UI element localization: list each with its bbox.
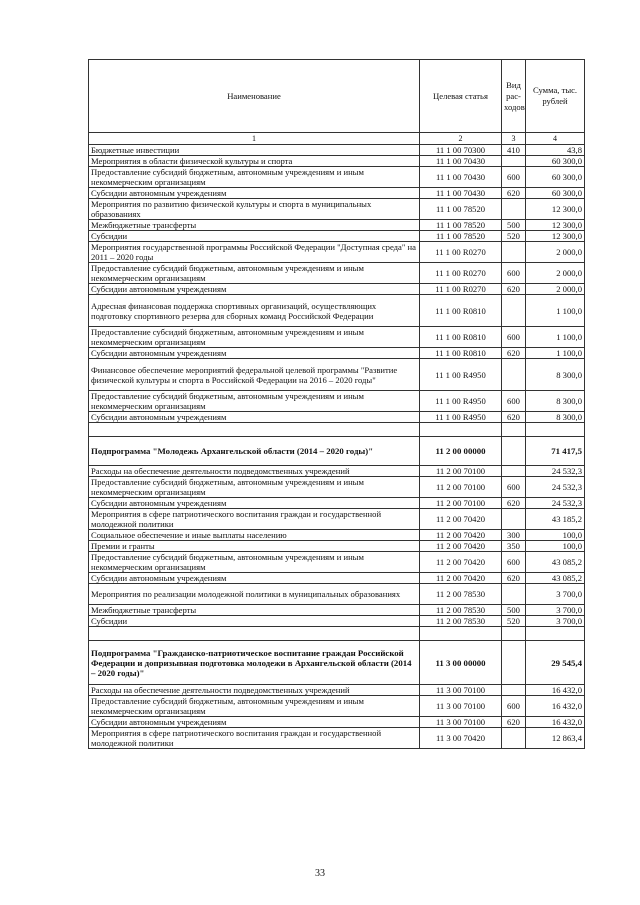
- table-row: [89, 573, 585, 584]
- row-name-cell: Премии и гранты: [89, 541, 420, 552]
- row-name-cell: Предоставление субсидий бюджетным, автономным учреждениям и иным некоммерческим организациям: [89, 696, 420, 717]
- row-sum-cell: 16 432,0: [526, 685, 585, 696]
- row-sum-cell: 16 432,0: [526, 696, 585, 717]
- table-row: [89, 696, 585, 717]
- table-row: [89, 584, 585, 605]
- row-code-cell: 11 1 00 R0810: [420, 327, 502, 348]
- table-row: [89, 391, 585, 412]
- subprogram-row: [89, 437, 585, 466]
- row-code-cell: 11 1 00 70430: [420, 167, 502, 188]
- row-type-cell: 350: [502, 541, 526, 552]
- row-sum-cell: 8 300,0: [526, 412, 585, 423]
- row-type-cell: [502, 242, 526, 263]
- table-row: [89, 466, 585, 477]
- row-name-cell: Субсидии автономным учреждениям: [89, 498, 420, 509]
- table-row: [89, 477, 585, 498]
- row-sum-cell: 43 085,2: [526, 573, 585, 584]
- table-row: [89, 717, 585, 728]
- row-code-cell: 11 1 00 R4950: [420, 412, 502, 423]
- row-name-cell: Подпрограмма "Гражданско-патриотическое воспитание граждан Российской Федерации и допризывная подготовка молодежи в Архангельской области (2014 – 2020 годы)": [89, 641, 420, 685]
- row-name-cell: Расходы на обеспечение деятельности подведомственных учреждений: [89, 685, 420, 696]
- table-row: [89, 605, 585, 616]
- table-row: [89, 685, 585, 696]
- row-code-cell: 11 2 00 78530: [420, 605, 502, 616]
- row-name-cell: Мероприятия в сфере патриотического воспитания граждан и государственной молодежной политики: [89, 509, 420, 530]
- row-name-cell: Предоставление субсидий бюджетным, автономным учреждениям и иным некоммерческим организациям: [89, 167, 420, 188]
- row-code-cell: 11 1 00 R0810: [420, 295, 502, 327]
- row-code-cell: 11 2 00 70420: [420, 509, 502, 530]
- row-sum-cell: 24 532,3: [526, 477, 585, 498]
- row-type-cell: [502, 199, 526, 220]
- row-sum-cell: 12 863,4: [526, 728, 585, 749]
- row-name-cell: Субсидии автономным учреждениям: [89, 348, 420, 359]
- row-code-cell: 11 1 00 70430: [420, 156, 502, 167]
- subprogram-row: [89, 641, 585, 685]
- row-sum-cell: 3 700,0: [526, 616, 585, 627]
- row-sum-cell: 100,0: [526, 541, 585, 552]
- table-row: [89, 199, 585, 220]
- row-sum-cell: 8 300,0: [526, 391, 585, 412]
- table-body: [89, 145, 585, 749]
- row-sum-cell: 12 300,0: [526, 220, 585, 231]
- row-type-cell: 520: [502, 231, 526, 242]
- row-sum-cell: 12 300,0: [526, 231, 585, 242]
- row-sum-cell: 24 532,3: [526, 498, 585, 509]
- header-row: [89, 60, 585, 133]
- row-code-cell: 11 2 00 70100: [420, 498, 502, 509]
- row-code-cell: 11 2 00 78530: [420, 616, 502, 627]
- row-name-cell: Подпрограмма "Молодежь Архангельской области (2014 – 2020 годы)": [89, 437, 420, 466]
- row-code-cell: 11 3 00 70100: [420, 685, 502, 696]
- index-cell: 1: [89, 133, 420, 145]
- row-name-cell: Субсидии: [89, 231, 420, 242]
- row-code-cell: 11 1 00 78520: [420, 199, 502, 220]
- row-name-cell: Предоставление субсидий бюджетным, автономным учреждениям и иным некоммерческим организациям: [89, 552, 420, 573]
- row-type-cell: 410: [502, 145, 526, 156]
- row-type-cell: 500: [502, 220, 526, 231]
- table-row: [89, 284, 585, 295]
- table-row: [89, 728, 585, 749]
- row-type-cell: [502, 295, 526, 327]
- row-name-cell: Межбюджетные трансферты: [89, 220, 420, 231]
- spacer-row: [89, 423, 585, 437]
- table-row: [89, 412, 585, 423]
- index-cell: 3: [502, 133, 526, 145]
- row-name-cell: Адресная финансовая поддержка спортивных организаций, осуществляющих подготовку спортивного резерва для сборных команд Российской Федерации: [89, 295, 420, 327]
- table-row: [89, 220, 585, 231]
- row-name-cell: Предоставление субсидий бюджетным, автономным учреждениям и иным некоммерческим организациям: [89, 391, 420, 412]
- row-type-cell: [502, 509, 526, 530]
- row-type-cell: 620: [502, 348, 526, 359]
- row-code-cell: 11 2 00 70100: [420, 466, 502, 477]
- row-code-cell: 11 1 00 78520: [420, 231, 502, 242]
- budget-table: [88, 59, 585, 749]
- row-code-cell: 11 1 00 78520: [420, 220, 502, 231]
- row-type-cell: [502, 156, 526, 167]
- row-name-cell: Мероприятия по реализации молодежной политики в муниципальных образованиях: [89, 584, 420, 605]
- table-row: [89, 616, 585, 627]
- row-name-cell: Субсидии автономным учреждениям: [89, 412, 420, 423]
- row-type-cell: 600: [502, 696, 526, 717]
- row-type-cell: [502, 728, 526, 749]
- table-row: [89, 167, 585, 188]
- document-page: [88, 59, 584, 749]
- row-sum-cell: 43 185,2: [526, 509, 585, 530]
- row-type-cell: 600: [502, 327, 526, 348]
- row-sum-cell: 2 000,0: [526, 263, 585, 284]
- table-row: [89, 295, 585, 327]
- index-row: [89, 133, 585, 145]
- table-row: [89, 359, 585, 391]
- row-name-cell: Субсидии автономным учреждениям: [89, 717, 420, 728]
- row-sum-cell: 2 000,0: [526, 242, 585, 263]
- row-type-cell: [502, 584, 526, 605]
- row-sum-cell: 12 300,0: [526, 199, 585, 220]
- row-type-cell: 620: [502, 412, 526, 423]
- row-sum-cell: 29 545,4: [526, 641, 585, 685]
- row-name-cell: Бюджетные инвестиции: [89, 145, 420, 156]
- row-type-cell: 600: [502, 477, 526, 498]
- table-row: [89, 498, 585, 509]
- row-sum-cell: 100,0: [526, 530, 585, 541]
- page-number: 33: [315, 868, 325, 879]
- empty-cell: [89, 423, 420, 437]
- table-row: [89, 327, 585, 348]
- row-name-cell: Субсидии автономным учреждениям: [89, 188, 420, 199]
- row-name-cell: Субсидии автономным учреждениям: [89, 573, 420, 584]
- row-code-cell: 11 2 00 70100: [420, 477, 502, 498]
- row-sum-cell: 60 300,0: [526, 156, 585, 167]
- row-sum-cell: 3 700,0: [526, 584, 585, 605]
- row-type-cell: 300: [502, 530, 526, 541]
- row-sum-cell: 1 100,0: [526, 327, 585, 348]
- empty-cell: [420, 627, 502, 641]
- row-code-cell: 11 2 00 78530: [420, 584, 502, 605]
- row-type-cell: [502, 437, 526, 466]
- row-name-cell: Субсидии: [89, 616, 420, 627]
- row-name-cell: Социальное обеспечение и иные выплаты населению: [89, 530, 420, 541]
- row-sum-cell: 60 300,0: [526, 167, 585, 188]
- empty-cell: [502, 627, 526, 641]
- row-sum-cell: 3 700,0: [526, 605, 585, 616]
- row-type-cell: 600: [502, 263, 526, 284]
- row-type-cell: [502, 466, 526, 477]
- row-name-cell: Предоставление субсидий бюджетным, автономным учреждениям и иным некоммерческим организациям: [89, 327, 420, 348]
- row-code-cell: 11 1 00 R0810: [420, 348, 502, 359]
- table-row: [89, 509, 585, 530]
- empty-cell: [526, 423, 585, 437]
- table-row: [89, 530, 585, 541]
- header-target: Целевая статья: [420, 60, 502, 133]
- table-row: [89, 242, 585, 263]
- row-name-cell: Мероприятия по развитию физической культуры и спорта в муниципальных образованиях: [89, 199, 420, 220]
- row-name-cell: Субсидии автономным учреждениям: [89, 284, 420, 295]
- row-type-cell: [502, 359, 526, 391]
- row-type-cell: 500: [502, 605, 526, 616]
- row-type-cell: 600: [502, 391, 526, 412]
- table-row: [89, 263, 585, 284]
- row-name-cell: Межбюджетные трансферты: [89, 605, 420, 616]
- row-name-cell: Предоставление субсидий бюджетным, автономным учреждениям и иным некоммерческим организациям: [89, 263, 420, 284]
- row-code-cell: 11 3 00 00000: [420, 641, 502, 685]
- row-sum-cell: 16 432,0: [526, 717, 585, 728]
- table-row: [89, 231, 585, 242]
- row-name-cell: Мероприятия в области физической культуры и спорта: [89, 156, 420, 167]
- row-code-cell: 11 1 00 R0270: [420, 263, 502, 284]
- row-type-cell: 620: [502, 498, 526, 509]
- row-type-cell: [502, 641, 526, 685]
- row-sum-cell: 43,8: [526, 145, 585, 156]
- empty-cell: [89, 627, 420, 641]
- row-type-cell: [502, 685, 526, 696]
- index-cell: 2: [420, 133, 502, 145]
- row-type-cell: 600: [502, 167, 526, 188]
- row-code-cell: 11 2 00 70420: [420, 573, 502, 584]
- index-cell: 4: [526, 133, 585, 145]
- row-sum-cell: 43 085,2: [526, 552, 585, 573]
- row-code-cell: 11 1 00 R0270: [420, 284, 502, 295]
- row-sum-cell: 1 100,0: [526, 295, 585, 327]
- row-code-cell: 11 2 00 70420: [420, 530, 502, 541]
- spacer-row: [89, 627, 585, 641]
- row-code-cell: 11 1 00 R4950: [420, 359, 502, 391]
- row-type-cell: 620: [502, 573, 526, 584]
- row-type-cell: 620: [502, 284, 526, 295]
- row-type-cell: 520: [502, 616, 526, 627]
- row-sum-cell: 2 000,0: [526, 284, 585, 295]
- row-code-cell: 11 1 00 70430: [420, 188, 502, 199]
- empty-cell: [526, 627, 585, 641]
- row-name-cell: Финансовое обеспечение мероприятий федеральной целевой программы "Развитие физической культуры и спорта в Российской Федерации на 2016 – 2020 годы": [89, 359, 420, 391]
- row-sum-cell: 24 532,3: [526, 466, 585, 477]
- row-name-cell: Предоставление субсидий бюджетным, автономным учреждениям и иным некоммерческим организациям: [89, 477, 420, 498]
- table-row: [89, 156, 585, 167]
- row-code-cell: 11 1 00 R0270: [420, 242, 502, 263]
- header-sum: Сумма, тыс. рублей: [526, 60, 585, 133]
- table-row: [89, 188, 585, 199]
- row-code-cell: 11 3 00 70100: [420, 696, 502, 717]
- row-name-cell: Мероприятия в сфере патриотического воспитания граждан и государственной молодежной политики: [89, 728, 420, 749]
- header-type: Вид рас-ходов: [502, 60, 526, 133]
- empty-cell: [502, 423, 526, 437]
- row-sum-cell: 71 417,5: [526, 437, 585, 466]
- row-code-cell: 11 3 00 70420: [420, 728, 502, 749]
- table-row: [89, 552, 585, 573]
- empty-cell: [420, 423, 502, 437]
- row-code-cell: 11 2 00 70420: [420, 552, 502, 573]
- row-code-cell: 11 2 00 70420: [420, 541, 502, 552]
- row-code-cell: 11 3 00 70100: [420, 717, 502, 728]
- row-sum-cell: 8 300,0: [526, 359, 585, 391]
- row-name-cell: Расходы на обеспечение деятельности подведомственных учреждений: [89, 466, 420, 477]
- row-code-cell: 11 1 00 R4950: [420, 391, 502, 412]
- row-type-cell: 620: [502, 717, 526, 728]
- table-row: [89, 541, 585, 552]
- table-row: [89, 348, 585, 359]
- row-type-cell: 620: [502, 188, 526, 199]
- row-name-cell: Мероприятия государственной программы Российской Федерации "Доступная среда" на 2011 – 2020 годы: [89, 242, 420, 263]
- row-type-cell: 600: [502, 552, 526, 573]
- row-code-cell: 11 1 00 70300: [420, 145, 502, 156]
- row-code-cell: 11 2 00 00000: [420, 437, 502, 466]
- row-sum-cell: 60 300,0: [526, 188, 585, 199]
- table-row: [89, 145, 585, 156]
- row-sum-cell: 1 100,0: [526, 348, 585, 359]
- header-name: Наименование: [89, 60, 420, 133]
